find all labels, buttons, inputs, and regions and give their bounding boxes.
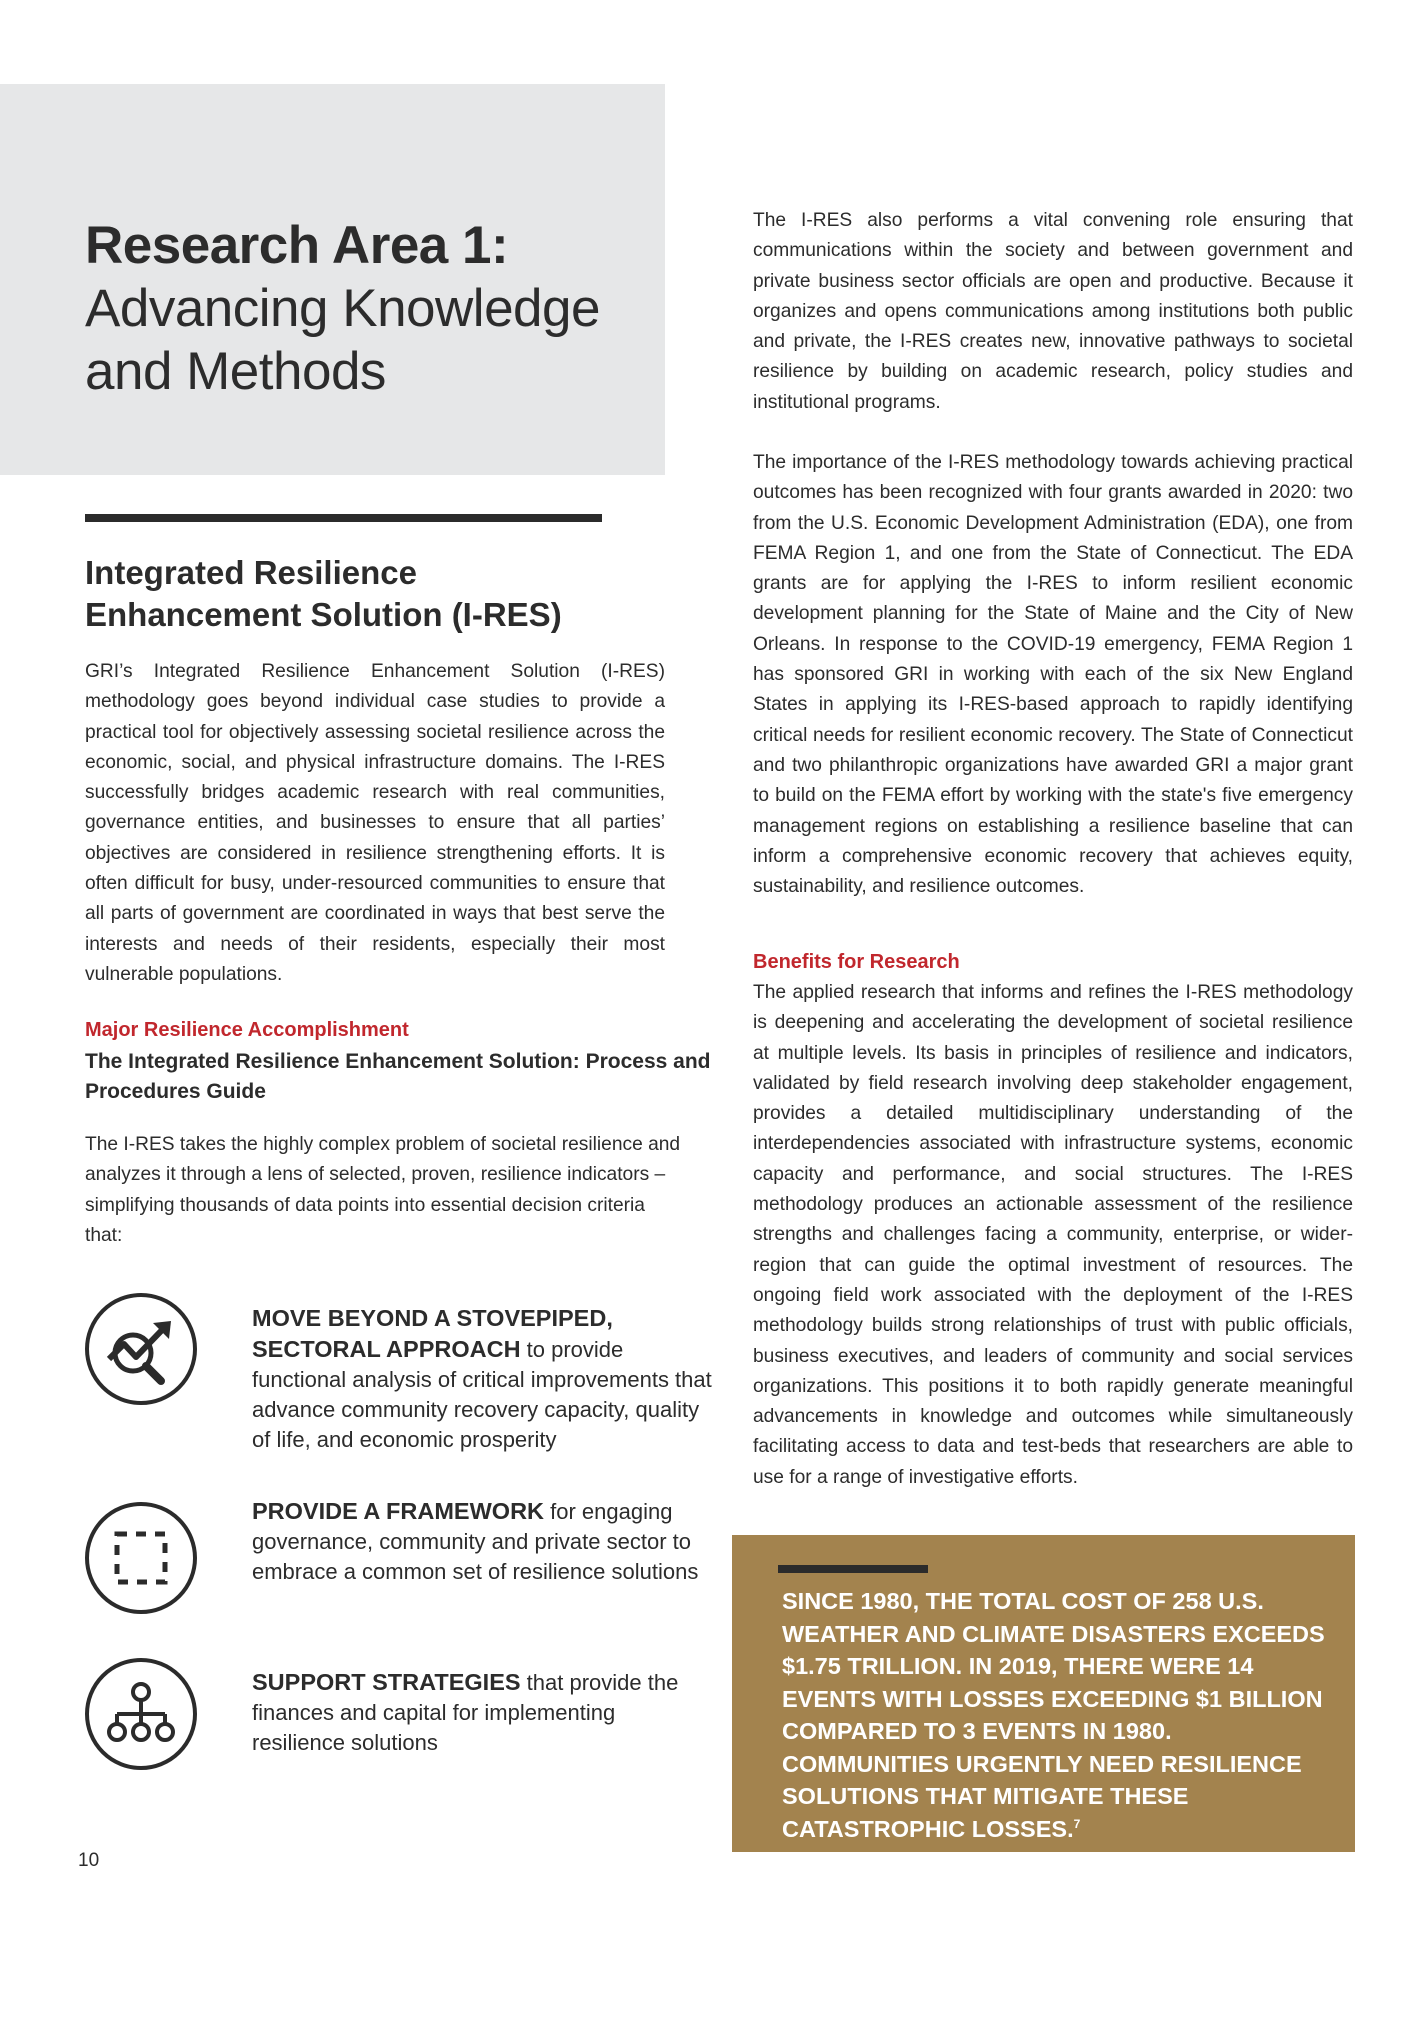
section-divider xyxy=(85,514,602,522)
bullet-3-strong: SUPPORT STRATEGIES xyxy=(252,1669,521,1695)
bullet-2-text: for engaging governance, community and private sector to embrace a common set of resilience solutions xyxy=(252,1499,699,1584)
page-number: 10 xyxy=(78,1850,100,1871)
right-para-1: The I-RES also performs a vital convening role ensuring that communications within the society and between government and private business sector officials are open and productive. Because it organizes and opens communications among institutions both public and private, the I-RES creates new, innovative pathways to societal resilience by building on academic research, policy studies and institutional programs. xyxy=(753,210,1353,413)
accomplishment-title: The Integrated Resilience Enhancement Solution: Process and Procedures Guide xyxy=(85,1050,711,1103)
framework-icon xyxy=(85,1502,197,1614)
page-title xyxy=(85,214,600,403)
accomplishment-label: Major Resilience Accomplishment xyxy=(85,1019,409,1041)
benefits-label: Benefits for Research xyxy=(753,951,960,973)
title-line-2: Advancing Knowledge xyxy=(85,279,600,338)
bullet-framework xyxy=(252,1496,712,1587)
bullet-3-text: that provide the finances and capital for implementing resilience solutions xyxy=(252,1670,679,1755)
statistics-callout xyxy=(732,1535,1355,1852)
title-block xyxy=(0,84,665,475)
bullet-strategies xyxy=(252,1667,712,1758)
right-para-3: The applied research that informs and refines the I-RES methodology is deepening and accelerating the development of societal resilience at multiple levels. Its basis in principles of resilience and indicators, validated by field research involving deep stakeholder engagement, provides a detailed multidisciplinary understanding of the interdependencies associated with infrastructure systems, economic capacity and performance, and social structures. The I-RES methodology produces an actionable assessment of the resilience strengths and challenges facing a community, enterprise, or wider-region that can guide the optimal investment of resources. The ongoing field work associated with the deployment of the I-RES methodology builds strong relationships of trust with public officials, business executives, and leaders of community and social services organizations. This positions it to both rapidly generate meaningful advancements in knowledge and outcomes while simultaneously facilitating access to data and test-beds that researchers are able to use for a range of investigative efforts. xyxy=(753,982,1353,1488)
bullet-stovepiped xyxy=(252,1303,712,1455)
bullet-2-strong: PROVIDE A FRAMEWORK xyxy=(252,1498,545,1524)
bullet-1-strong: MOVE BEYOND A STOVEPIPED, SECTORAL APPROACH xyxy=(252,1305,613,1362)
ires-heading xyxy=(85,552,645,636)
callout-text xyxy=(782,1585,1342,1845)
title-line-1: Research Area 1: xyxy=(85,216,509,275)
right-para-2: The importance of the I-RES methodology towards achieving practical outcomes has been recognized with four grants awarded in 2020: two from the U.S. Economic Development Administration (EDA), one from FEMA Region 1, and one from the State of Connecticut. The EDA grants are for applying the I-RES to inform resilient economic development planning for the State of Maine and the City of New Orleans. In response to the COVID-19 emergency, FEMA Region 1 has sponsored GRI in working with each of the six New England States in applying its I-RES-based approach to rapidly identifying critical needs for resilient economic recovery. The State of Connecticut and two philanthropic organizations have awarded GRI a major grant to build on the FEMA effort by working with the state's five emergency management regions on establishing a resilience baseline that can inform a comprehensive economic recovery that achieves equity, sustainability, and resilience outcomes. xyxy=(753,452,1353,898)
analysis-trend-icon xyxy=(85,1293,197,1405)
callout-footnote: 7 xyxy=(1073,1816,1081,1831)
ires-heading-line-2: Enhancement Solution (I-RES) xyxy=(85,596,562,633)
callout-body: SINCE 1980, THE TOTAL COST OF 258 U.S. WEATHER AND CLIMATE DISASTERS EXCEEDS $1.75 TRILLION. IN 2019, THERE WERE 14 EVENTS WITH LOSSES EXCEEDING $1 BILLION COMPARED TO 3 EVENTS IN 1980. COMMUNITIES URGENTLY NEED RESILIENCE SOLUTIONS THAT MITIGATE THESE CATASTROPHIC LOSSES. xyxy=(782,1588,1325,1842)
callout-bar xyxy=(778,1565,928,1573)
bullet-1-text: to provide functional analysis of critical improvements that advance community recovery capacity, quality of life, and economic prosperity xyxy=(252,1337,712,1452)
accomplishment-body: The I-RES takes the highly complex problem of societal resilience and analyzes it through a lens of selected, proven, resilience indicators – simplifying thousands of data points into essential decision criteria that: xyxy=(85,1134,681,1246)
title-line-3: and Methods xyxy=(85,342,386,401)
hierarchy-icon xyxy=(85,1658,197,1770)
ires-intro: GRI’s Integrated Resilience Enhancement Solution (I-RES) methodology goes beyond individual case studies to provide a practical tool for objectively assessing societal resilience across the economic, social, and physical infrastructure domains. The I-RES successfully bridges academic research with real communities, governance entities, and businesses to ensure that all parties’ objectives are considered in resilience strengthening efforts. It is often difficult for busy, under-resourced communities to ensure that all parts of government are coordinated in ways that best serve the interests and needs of their residents, especially their most vulnerable populations. xyxy=(85,661,665,985)
ires-heading-line-1: Integrated Resilience xyxy=(85,554,417,591)
